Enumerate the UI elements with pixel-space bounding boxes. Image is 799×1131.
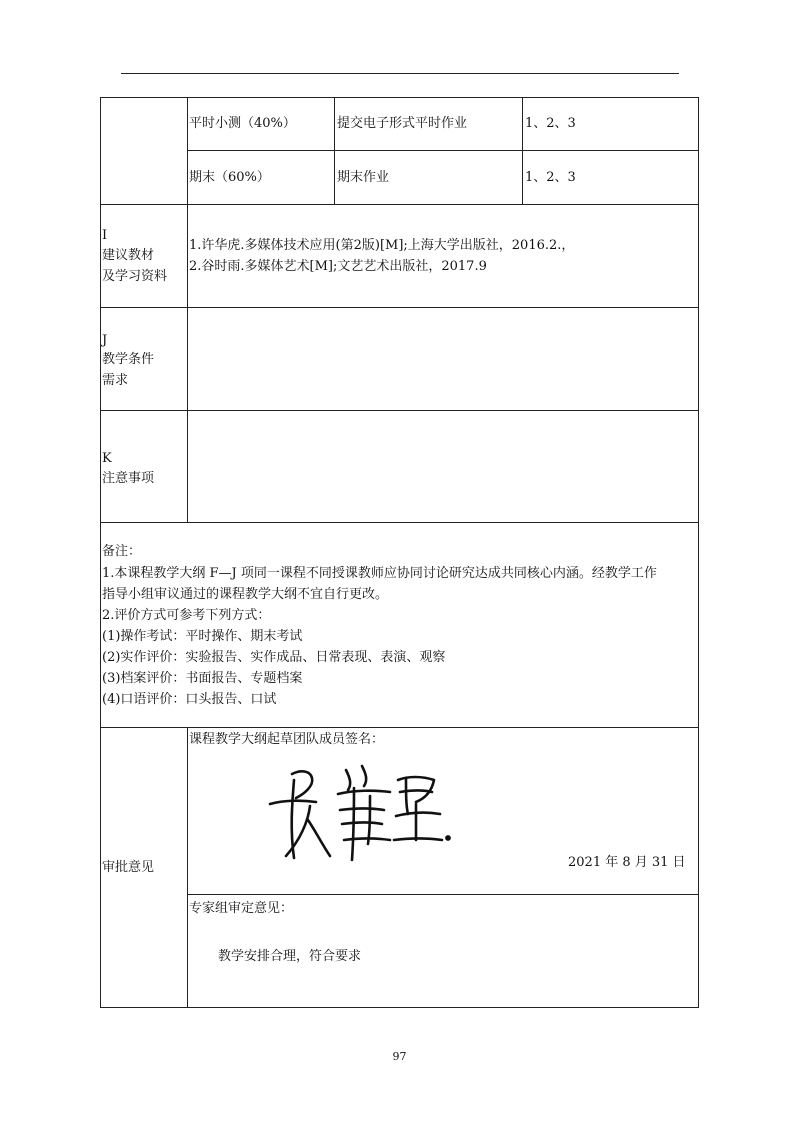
column-divider-1: [187, 97, 188, 523]
remarks-line-6: (3)档案评价：书面报告、专题档案: [102, 671, 303, 686]
table-border-top: [100, 97, 699, 98]
remarks-title: 备注：: [102, 544, 142, 559]
conditions-code: J: [102, 333, 108, 348]
remarks-line-7: (4)口语评价：口头报告、口试: [102, 692, 277, 707]
textbook-item-1: 1.许华虎.多媒体技术应用(第2版)[M];上海大学出版社，2016.2.，: [189, 238, 575, 253]
drafting-team-title: 课程教学大纲起草团队成员签名：: [189, 732, 385, 747]
row-divider-notice: [100, 410, 699, 411]
row-divider-remarks: [100, 522, 699, 523]
notice-label: 注意事项: [102, 471, 155, 486]
remarks-line-3: 2.评价方式可参考下列方式：: [102, 608, 271, 623]
assessment-task-quiz: 提交电子形式平时作业: [337, 116, 468, 131]
row-divider-approval: [100, 727, 699, 728]
header-rule: [121, 73, 679, 74]
expert-opinion: 教学安排合理，符合要求: [218, 949, 362, 964]
textbooks-label-line1: 建议教材: [102, 248, 155, 263]
column-divider-1-approval: [187, 727, 188, 1008]
remarks-line-5: (2)实作评价：实验报告、实作成品、日常表现、表演、观察: [102, 650, 446, 665]
remarks-line-1: 1.本课程教学大纲 F—J 项同一课程不同授课教师应协同讨论研究达成共同核心内涵。经教学工作: [102, 566, 657, 581]
row-divider-textbooks: [100, 204, 699, 205]
assessment-method-quiz: 平时小测（40%）: [189, 116, 296, 131]
signature-date: 2021 年 8 月 31 日: [568, 855, 686, 870]
remarks-line-2: 指导小组审议通过的课程教学大纲不宜自行更改。: [102, 587, 389, 602]
assessment-task-final: 期末作业: [337, 170, 390, 185]
table-border-left: [100, 97, 101, 1008]
row-divider-assessment: [187, 150, 699, 151]
remarks-line-4: (1)操作考试：平时操作、期末考试: [102, 629, 303, 644]
notice-code: K: [102, 451, 112, 466]
conditions-label-line2: 需求: [102, 373, 129, 388]
assessment-method-final: 期末（60%）: [189, 170, 270, 185]
assessment-goals-quiz: 1、2、3: [525, 116, 576, 131]
assessment-goals-final: 1、2、3: [525, 170, 576, 185]
page-number: 97: [392, 1050, 407, 1063]
textbooks-code: I: [102, 228, 108, 243]
row-divider-conditions: [100, 307, 699, 308]
conditions-label-line1: 教学条件: [102, 352, 155, 367]
approval-label: 审批意见: [102, 860, 155, 875]
table-border-bottom: [100, 1007, 699, 1008]
textbooks-label-line2: 及学习资料: [102, 269, 168, 284]
row-divider-expert: [187, 894, 699, 895]
handwritten-signature: [250, 760, 460, 870]
textbook-item-2: 2.谷时雨.多媒体艺术[M];文艺艺术出版社，2017.9: [189, 259, 487, 274]
table-border-right: [698, 97, 699, 1008]
expert-group-title: 专家组审定意见：: [189, 901, 294, 916]
